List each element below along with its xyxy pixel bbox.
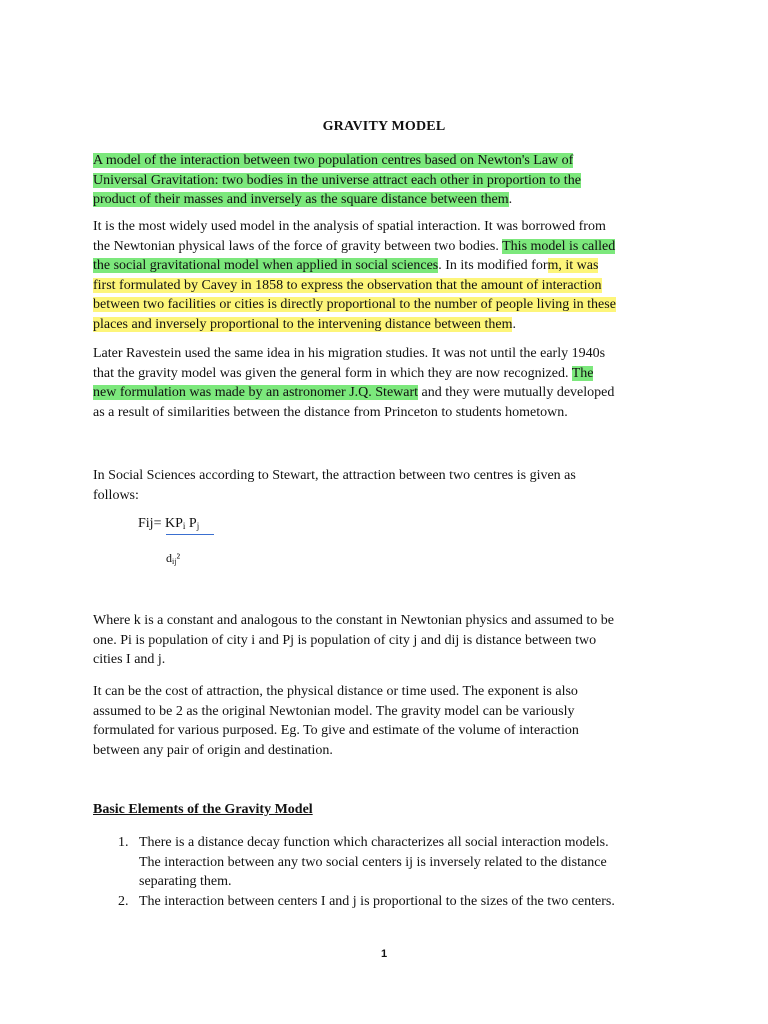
highlight-yellow: places and inversely proportional to the intervening distance between them bbox=[93, 316, 513, 332]
list-number: 2. bbox=[118, 893, 129, 909]
text-line: The interaction between centers I and j is proportional to the sizes of the two centers. bbox=[139, 893, 615, 909]
text-line: cities I and j. bbox=[93, 652, 166, 667]
gravity-formula-numerator bbox=[138, 516, 199, 532]
highlight-green: product of their masses and inversely as the square distance between them bbox=[93, 192, 509, 207]
highlight-yellow: first formulated by Cavey in 1858 to express the observation that the amount of interaction bbox=[93, 277, 602, 293]
document-title: GRAVITY MODEL bbox=[322, 119, 446, 134]
formula-sub-i: i bbox=[182, 521, 186, 531]
intro-paragraph bbox=[93, 151, 675, 210]
highlight-green: new formulation was made by an astronomer J.Q. Stewart bbox=[93, 385, 419, 400]
text-run: and they were mutually developed bbox=[418, 385, 615, 400]
stewart-paragraph bbox=[93, 466, 675, 505]
formula-p: P bbox=[185, 516, 197, 531]
formula-d: d bbox=[166, 551, 172, 565]
highlight-green: A model of the interaction between two population centres based on Newton's Law of bbox=[93, 153, 574, 168]
text-line: separating them. bbox=[139, 874, 232, 889]
list-number: 1. bbox=[118, 835, 129, 850]
formula-square: ² bbox=[176, 551, 181, 565]
text-line: Later Ravestein used the same idea in his migration studies. It was not until the early 1940s bbox=[93, 346, 606, 361]
text-line: formulated for various purposed. Eg. To give and estimate of the volume of interaction bbox=[93, 723, 579, 738]
page-number: 1 bbox=[380, 948, 388, 960]
text-line: assumed to be 2 as the original Newtonian model. The gravity model can be variously bbox=[93, 703, 575, 719]
text-run: . bbox=[508, 192, 513, 207]
spatial-interaction-paragraph bbox=[93, 217, 675, 334]
gravity-formula-denominator bbox=[166, 551, 180, 566]
formula-sub-ij: ij bbox=[172, 557, 177, 566]
highlight-yellow: between two facilities or cities is directly proportional to the number of people living in these bbox=[93, 297, 616, 312]
text-line: It can be the cost of attraction, the physical distance or time used. The exponent is also bbox=[93, 684, 578, 699]
highlight-yellow: m, it was bbox=[547, 258, 599, 273]
constant-paragraph bbox=[93, 611, 675, 670]
text-line: as a result of similarities between the distance from Princeton to students hometown. bbox=[93, 404, 568, 420]
fraction-line bbox=[166, 534, 214, 535]
text-line: follows: bbox=[93, 487, 139, 503]
formula-lhs: Fij= bbox=[138, 516, 165, 531]
ravestein-paragraph bbox=[93, 344, 675, 422]
section-heading: Basic Elements of the Gravity Model bbox=[93, 802, 313, 817]
formula-sub-j: j bbox=[196, 521, 200, 531]
text-run: . In its modified for bbox=[438, 258, 548, 273]
formula-k: KP bbox=[164, 516, 183, 531]
text-line: one. Pi is population of city i and Pj is population of city j and dij is distance between two bbox=[93, 632, 597, 648]
list-item bbox=[93, 892, 675, 912]
text-line: It is the most widely used model in the analysis of spatial interaction. It was borrowed from bbox=[93, 219, 606, 234]
list-item bbox=[93, 833, 675, 892]
text-line: In Social Sciences according to Stewart, the attraction between two centres is given as bbox=[93, 468, 576, 483]
text-line: Where k is a constant and analogous to the constant in Newtonian physics and assumed to be bbox=[93, 613, 614, 628]
exponent-paragraph bbox=[93, 682, 675, 760]
text-run: . bbox=[512, 316, 516, 332]
highlight-green: This model is called bbox=[502, 238, 616, 254]
text-run: that the gravity model was given the general form in which they are now recognized. bbox=[93, 365, 572, 381]
text-line: The interaction between any two social centers ij is inversely related to the distance bbox=[139, 854, 607, 870]
highlight-green: sciences bbox=[391, 258, 439, 273]
highlight-green: Universal Gravitation: two bodies in the universe attract each other in proportion to the bbox=[93, 172, 581, 188]
text-line: between any pair of origin and destination. bbox=[93, 742, 333, 758]
text-run: the Newtonian physical laws of the force of gravity between two bodies. bbox=[93, 238, 503, 254]
highlight-green: The bbox=[571, 365, 594, 381]
text-line: There is a distance decay function which characterizes all social interaction models. bbox=[139, 835, 609, 850]
numbered-list bbox=[93, 833, 675, 911]
highlight-green: the social gravitational model when applied in social bbox=[93, 258, 392, 273]
